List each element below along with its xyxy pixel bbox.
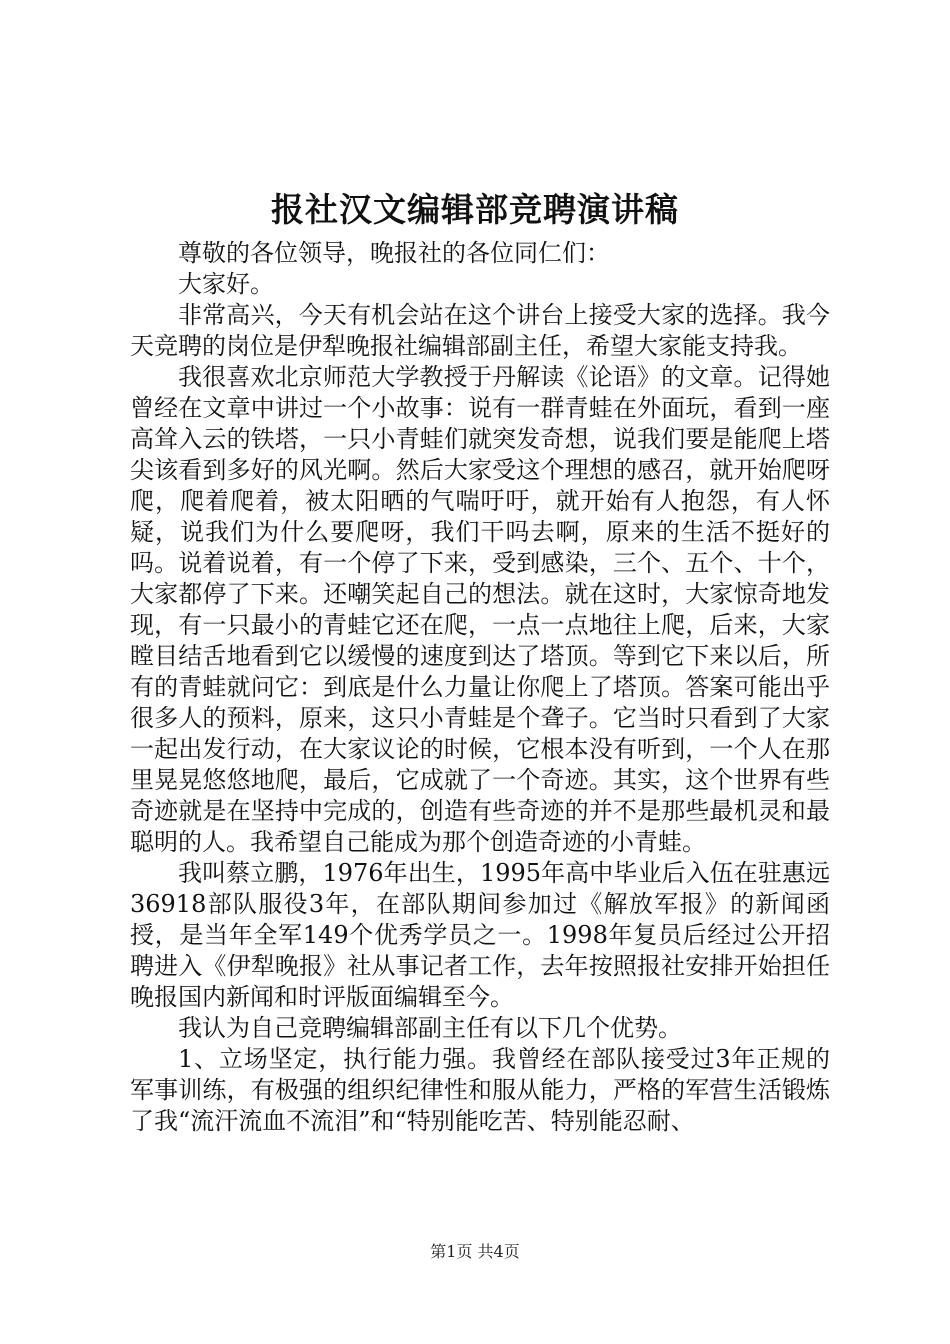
- document-title: 报社汉文编辑部竞聘演讲稿: [271, 190, 679, 229]
- paragraph-introduction: 非常高兴，今天有机会站在这个讲台上接受大家的选择。我今天竞聘的岗位是伊犁晚报社编辑部副主任，希望大家能支持我。: [130, 301, 830, 360]
- paragraph-biography: 我叫蔡立鹏，1976年出生，1995年高中毕业后入伍在驻惠远36918部队服役3年，在部队期间参加过《解放军报》的新闻函授，是当年全军149个优秀学员之一。1998年复员后经过公开招聘进入《伊犁晚报》社从事记者工作，去年按照报社安排开始担任晚报国内新闻和时评版面编辑至今。: [130, 859, 830, 1011]
- paragraph-advantage-1: 1、立场坚定，执行能力强。我曾经在部队接受过3年正规的军事训练，有极强的组织纪律性和服从能力，严格的军营生活锻炼了我“流汗流血不流泪”和“特别能吃苦、特别能忍耐、: [130, 1045, 830, 1135]
- paragraph-story: 我很喜欢北京师范大学教授于丹解读《论语》的文章。记得她曾经在文章中讲过一个小故事：说有一群青蛙在外面玩，看到一座高耸入云的铁塔，一只小青蛙们就突发奇想，说我们要是能爬上塔尖该看到多好的风光啊。然后大家受这个理想的感召，就开始爬呀爬，爬着爬着，被太阳晒的气喘吁吁，就开始有人抱怨，有人怀疑，说我们为什么要爬呀，我们干吗去啊，原来的生活不挺好的吗。说着说着，有一个停了下来，受到感染，三个、五个、十个，大家都停了下来。还嘲笑起自己的想法。就在这时，大家惊奇地发现，有一只最小的青蛙它还在爬，一点一点地往上爬，后来，大家瞠目结舌地看到它以缓慢的速度到达了塔顶。等到它下来以后，所有的青蛙就问它：到底是什么力量让你爬上了塔顶。答案可能出乎很多人的预料，原来，这只小青蛙是个聋子。它当时只看到了大家一起出发行动，在大家议论的时候，它根本没有听到，一个人在那里晃晃悠悠地爬，最后，它成就了一个奇迹。其实，这个世界有些奇迹就是在坚持中完成的，创造有些奇迹的并不是那些最机灵和最聪明的人。我希望自己能成为那个创造奇迹的小青蛙。: [130, 363, 830, 856]
- page-number-footer: 第1页 共4页: [430, 1242, 520, 1261]
- paragraph-salutation: 尊敬的各位领导，晚报社的各位同仁们：: [178, 239, 610, 267]
- paragraph-advantages-intro: 我认为自己竞聘编辑部副主任有以下几个优势。: [178, 1014, 682, 1042]
- document-body: [130, 238, 830, 1137]
- paragraph-greeting: 大家好。: [178, 270, 274, 298]
